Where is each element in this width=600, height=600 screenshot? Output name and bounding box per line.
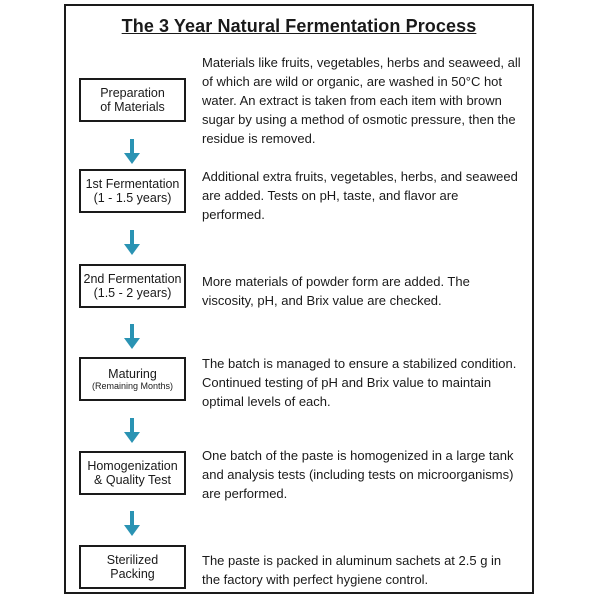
step-label-line2: (Remaining Months) [91, 380, 174, 391]
step-description-second-fermentation: More materials of powder form are added. The viscosity, pH, and Brix value are checked. [202, 274, 470, 308]
step-description-homogenization: One batch of the paste is homogenized in a large tank and analysis tests (including tests on microorganisms) are performed. [202, 448, 514, 501]
step-description-preparation: Materials like fruits, vegetables, herbs and seaweed, all of which are wild or organic, are washed in 50°C hot water. An extract is taken from each item with brown sugar by using a method of osmotic pressure, then the residue is removed. [202, 55, 521, 146]
step-label-line1: Sterilized [106, 553, 159, 567]
step-label-line2: & Quality Test [94, 473, 171, 487]
step-description-first-fermentation: Additional extra fruits, vegetables, herbs, and seaweed are added. Tests on pH, taste, and flavor are performed. [202, 169, 518, 222]
step-description-maturing: The batch is managed to ensure a stabilized condition. Continued testing of pH and Brix value to maintain optimal levels of each. [202, 356, 517, 409]
step-label-line2: (1 - 1.5 years) [93, 191, 172, 205]
step-box-second-fermentation [79, 264, 186, 308]
down-arrow-icon [122, 511, 142, 537]
step-box-sterilized-packing [79, 545, 186, 589]
step-label-line1: Homogenization [87, 459, 178, 473]
step-label-line1: Preparation [100, 86, 165, 100]
step-box-first-fermentation [79, 169, 186, 213]
step-description-sterilized-packing: The paste is packed in aluminum sachets at 2.5 g in the factory with perfect hygiene control. [202, 553, 502, 587]
step-label-line1: Maturing [108, 366, 157, 381]
down-arrow-icon [122, 418, 142, 444]
diagram-title: The 3 Year Natural Fermentation Process [121, 16, 477, 36]
step-box-maturing [79, 357, 186, 401]
step-box-preparation [79, 78, 186, 122]
down-arrow-icon [122, 230, 142, 256]
step-label-line2: (1.5 - 2 years) [93, 286, 172, 300]
step-label-line1: 2nd Fermentation [83, 272, 182, 286]
step-label-line2: Packing [110, 567, 155, 581]
down-arrow-icon [122, 139, 142, 165]
down-arrow-icon [122, 324, 142, 350]
step-box-homogenization [79, 451, 186, 495]
diagram-frame [64, 4, 534, 594]
step-label-line1: 1st Fermentation [85, 177, 180, 191]
step-label-line2: of Materials [100, 100, 165, 114]
